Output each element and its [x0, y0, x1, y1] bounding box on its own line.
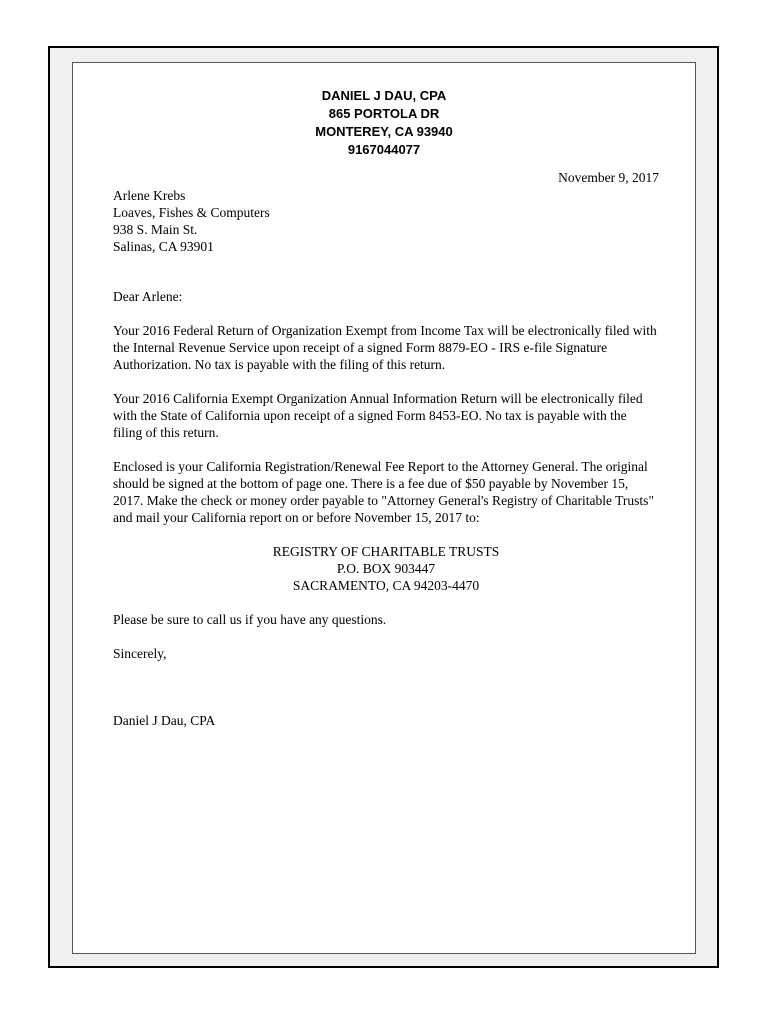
- letterhead: [73, 87, 695, 159]
- letter-body: [113, 169, 659, 729]
- paragraph-registration-fee: Enclosed is your California Registration/Renewal Fee Report to the Attorney General. The original should be signed at the bottom of page one. There is a fee due of $50 payable by November 15, 2017. Make the check or money order payable to "Attorney General's Registry of Charitable Trusts" and mail your California report on or before November 15, 2017 to:: [113, 459, 654, 525]
- recipient-city: Salinas, CA 93901: [113, 239, 214, 254]
- letterhead-phone: 9167044077: [347, 142, 421, 157]
- registry-city: SACRAMENTO, CA 94203-4470: [292, 578, 480, 593]
- salutation: Dear Arlene:: [113, 289, 183, 304]
- recipient-address: [113, 187, 659, 255]
- letter-date: November 9, 2017: [558, 170, 659, 185]
- recipient-name: Arlene Krebs: [113, 188, 186, 203]
- letter-page: [72, 62, 696, 954]
- letterhead-name: DANIEL J DAU, CPA: [321, 88, 447, 103]
- registry-name: REGISTRY OF CHARITABLE TRUSTS: [272, 544, 500, 559]
- page-frame: [48, 46, 719, 968]
- letterhead-street: 865 PORTOLA DR: [328, 106, 440, 121]
- recipient-organization: Loaves, Fishes & Computers: [113, 205, 270, 220]
- closing-line: Please be sure to call us if you have any questions.: [113, 612, 387, 627]
- registry-address: [113, 543, 659, 594]
- registry-box: P.O. BOX 903447: [336, 561, 436, 576]
- signer-name: Daniel J Dau, CPA: [113, 713, 216, 728]
- recipient-street: 938 S. Main St.: [113, 222, 198, 237]
- paragraph-federal-return: Your 2016 Federal Return of Organization Exempt from Income Tax will be electronically filed with the Internal Revenue Service upon receipt of a signed Form 8879-EO - IRS e-file Signature Authorization. No tax is payable with the filing of this return.: [113, 323, 657, 372]
- paragraph-california-return: Your 2016 California Exempt Organization Annual Information Return will be electronically filed with the State of California upon receipt of a signed Form 8453-EO. No tax is payable with the filing of this return.: [113, 391, 643, 440]
- letterhead-city: MONTEREY, CA 93940: [315, 124, 453, 139]
- signoff: Sincerely,: [113, 646, 167, 661]
